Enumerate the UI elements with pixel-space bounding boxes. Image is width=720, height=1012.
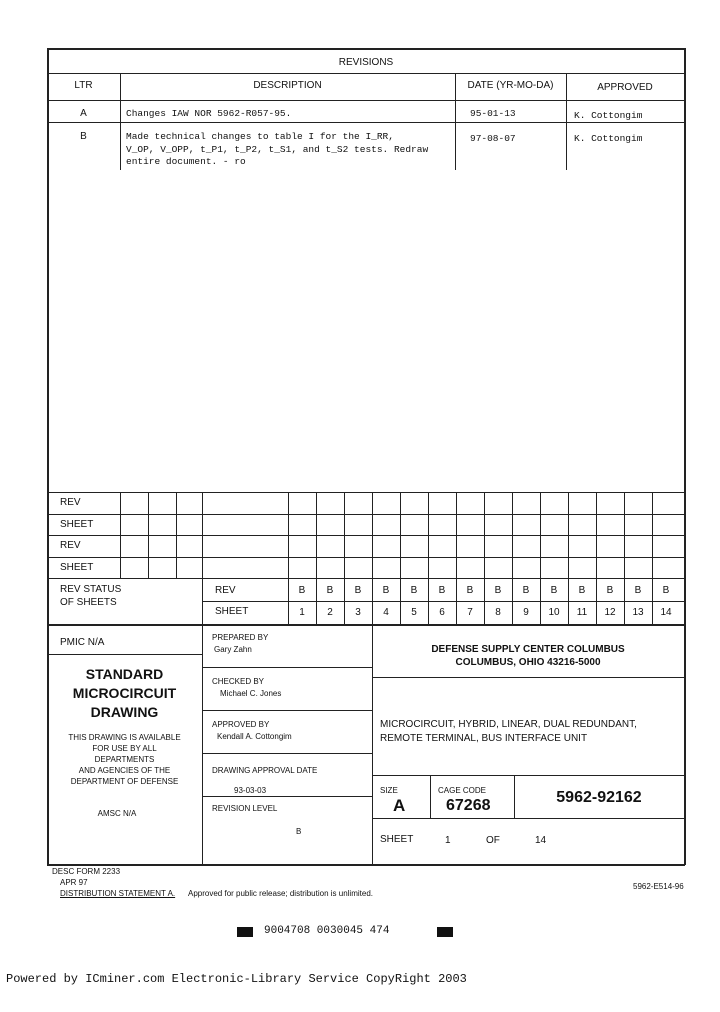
status-rev-cell: B (354, 585, 362, 596)
status-rev-cell: B (662, 585, 670, 596)
checked-by-name: Michael C. Jones (220, 689, 282, 698)
status-sheet-cell: 2 (327, 607, 333, 618)
status-sheet-cell: 5 (411, 607, 417, 618)
barcode-number: 9004708 0030045 474 (264, 925, 390, 937)
status-sheet-cell: 12 (604, 607, 616, 618)
status-rev-cell: B (382, 585, 390, 596)
standard-title: STANDARD (85, 666, 164, 682)
sheet-label: SHEET (380, 834, 414, 845)
status-sheet-cell: 8 (495, 607, 501, 618)
status-sheet-cell: 14 (660, 607, 672, 618)
microcircuit-title: MICROCIRCUIT (72, 685, 177, 701)
status-sheet-label: SHEET (215, 606, 249, 617)
header-description: DESCRIPTION (253, 80, 322, 91)
form-date: APR 97 (60, 878, 88, 887)
rev-row-approved: K. Cottongim (574, 110, 643, 121)
pmic-label: PMIC N/A (60, 637, 105, 648)
checked-by-label: CHECKED BY (212, 677, 265, 686)
availability-line: DEPARTMENTS (94, 755, 155, 764)
status-rev-cell: B (438, 585, 446, 596)
of-label: OF (486, 835, 500, 846)
sheet-number: 1 (445, 835, 451, 846)
rev-row-desc: Changes IAW NOR 5962-R057-95. (126, 108, 292, 119)
prepared-by-name: Gary Zahn (214, 645, 252, 654)
availability-line: FOR USE BY ALL (92, 744, 157, 753)
rev-row-desc: V_OP, V_OPP, t_P1, t_P2, t_S1, and t_S2 tests. Redraw (126, 144, 429, 155)
status-sheet-cell: 1 (299, 607, 305, 618)
rev-row-date: 95-01-13 (470, 108, 516, 119)
approval-date: 93-03-03 (234, 786, 267, 795)
status-sheet-cell: 11 (576, 607, 588, 618)
drawing-title: DRAWING (90, 704, 159, 720)
approved-by-label: APPROVED BY (212, 720, 270, 729)
availability-line: THIS DRAWING IS AVAILABLE (68, 733, 181, 742)
rev-status-label: REV STATUS (60, 584, 122, 595)
revisions-title: REVISIONS (338, 57, 394, 68)
item-description: MICROCIRCUIT, HYBRID, LINEAR, DUAL REDUNDANT, (380, 719, 637, 730)
cage-code-value: 67268 (446, 797, 491, 814)
rev-row-desc: Made technical changes to table I for the I_RR, (126, 131, 394, 142)
cage-code-label: CAGE CODE (438, 786, 487, 795)
form-code: 5962-E514-96 (633, 882, 684, 891)
agency-address: COLUMBUS, OHIO 43216-5000 (455, 657, 601, 668)
item-description: REMOTE TERMINAL, BUS INTERFACE UNIT (380, 733, 588, 744)
status-rev-cell: B (578, 585, 586, 596)
status-sheet-cell: 7 (467, 607, 473, 618)
status-rev-cell: B (466, 585, 474, 596)
size-label: SIZE (380, 786, 398, 795)
rev-row-ltr: A (80, 108, 87, 119)
status-rev-cell: B (326, 585, 334, 596)
status-rev-cell: B (298, 585, 306, 596)
watermark: Powered by ICminer.com Electronic-Library Service CopyRight 2003 (6, 972, 467, 986)
rev-row-desc: entire document. - ro (126, 156, 246, 167)
size-value: A (393, 796, 406, 815)
status-rev-cell: B (494, 585, 502, 596)
header-ltr: LTR (74, 80, 93, 91)
amsc-label: AMSC N/A (97, 809, 137, 818)
form-number: DESC FORM 2233 (52, 867, 121, 876)
drawing-number: 5962-92162 (556, 789, 642, 806)
row-label-rev: REV (60, 497, 81, 508)
status-rev-cell: B (410, 585, 418, 596)
rev-row-ltr: B (80, 131, 87, 142)
status-rev-label: REV (215, 585, 236, 596)
rev-row-date: 97-08-07 (470, 133, 516, 144)
revision-level: B (296, 827, 302, 836)
approved-by-name: Kendall A. Cottongim (217, 732, 292, 741)
rev-row-approved: K. Cottongim (574, 133, 643, 144)
prepared-by-label: PREPARED BY (212, 633, 269, 642)
barcode-block-left (237, 927, 253, 937)
row-label-sheet: SHEET (60, 562, 94, 573)
status-sheet-cell: 13 (632, 607, 644, 618)
status-rev-cell: B (550, 585, 558, 596)
availability-line: DEPARTMENT OF DEFENSE (70, 777, 179, 786)
agency-name: DEFENSE SUPPLY CENTER COLUMBUS (431, 644, 625, 655)
status-rev-cell: B (634, 585, 642, 596)
sheet-total: 14 (535, 835, 547, 846)
revision-level-label: REVISION LEVEL (212, 804, 278, 813)
row-label-rev: REV (60, 540, 81, 551)
availability-line: AND AGENCIES OF THE (78, 766, 171, 775)
status-rev-cell: B (522, 585, 530, 596)
status-sheet-cell: 3 (355, 607, 361, 618)
barcode-block-right (437, 927, 453, 937)
header-approved: APPROVED (597, 82, 653, 93)
row-label-sheet: SHEET (60, 519, 94, 530)
distribution-text: Approved for public release; distribution is unlimited. (188, 889, 373, 898)
status-sheet-cell: 9 (523, 607, 529, 618)
status-sheet-cell: 4 (383, 607, 389, 618)
approval-date-label: DRAWING APPROVAL DATE (212, 766, 318, 775)
status-rev-cell: B (606, 585, 614, 596)
status-sheet-cell: 6 (439, 607, 445, 618)
distribution-label: DISTRIBUTION STATEMENT A. (60, 889, 176, 898)
of-sheets-label: OF SHEETS (60, 597, 117, 608)
status-sheet-cell: 10 (548, 607, 560, 618)
header-date: DATE (YR-MO-DA) (467, 80, 554, 91)
